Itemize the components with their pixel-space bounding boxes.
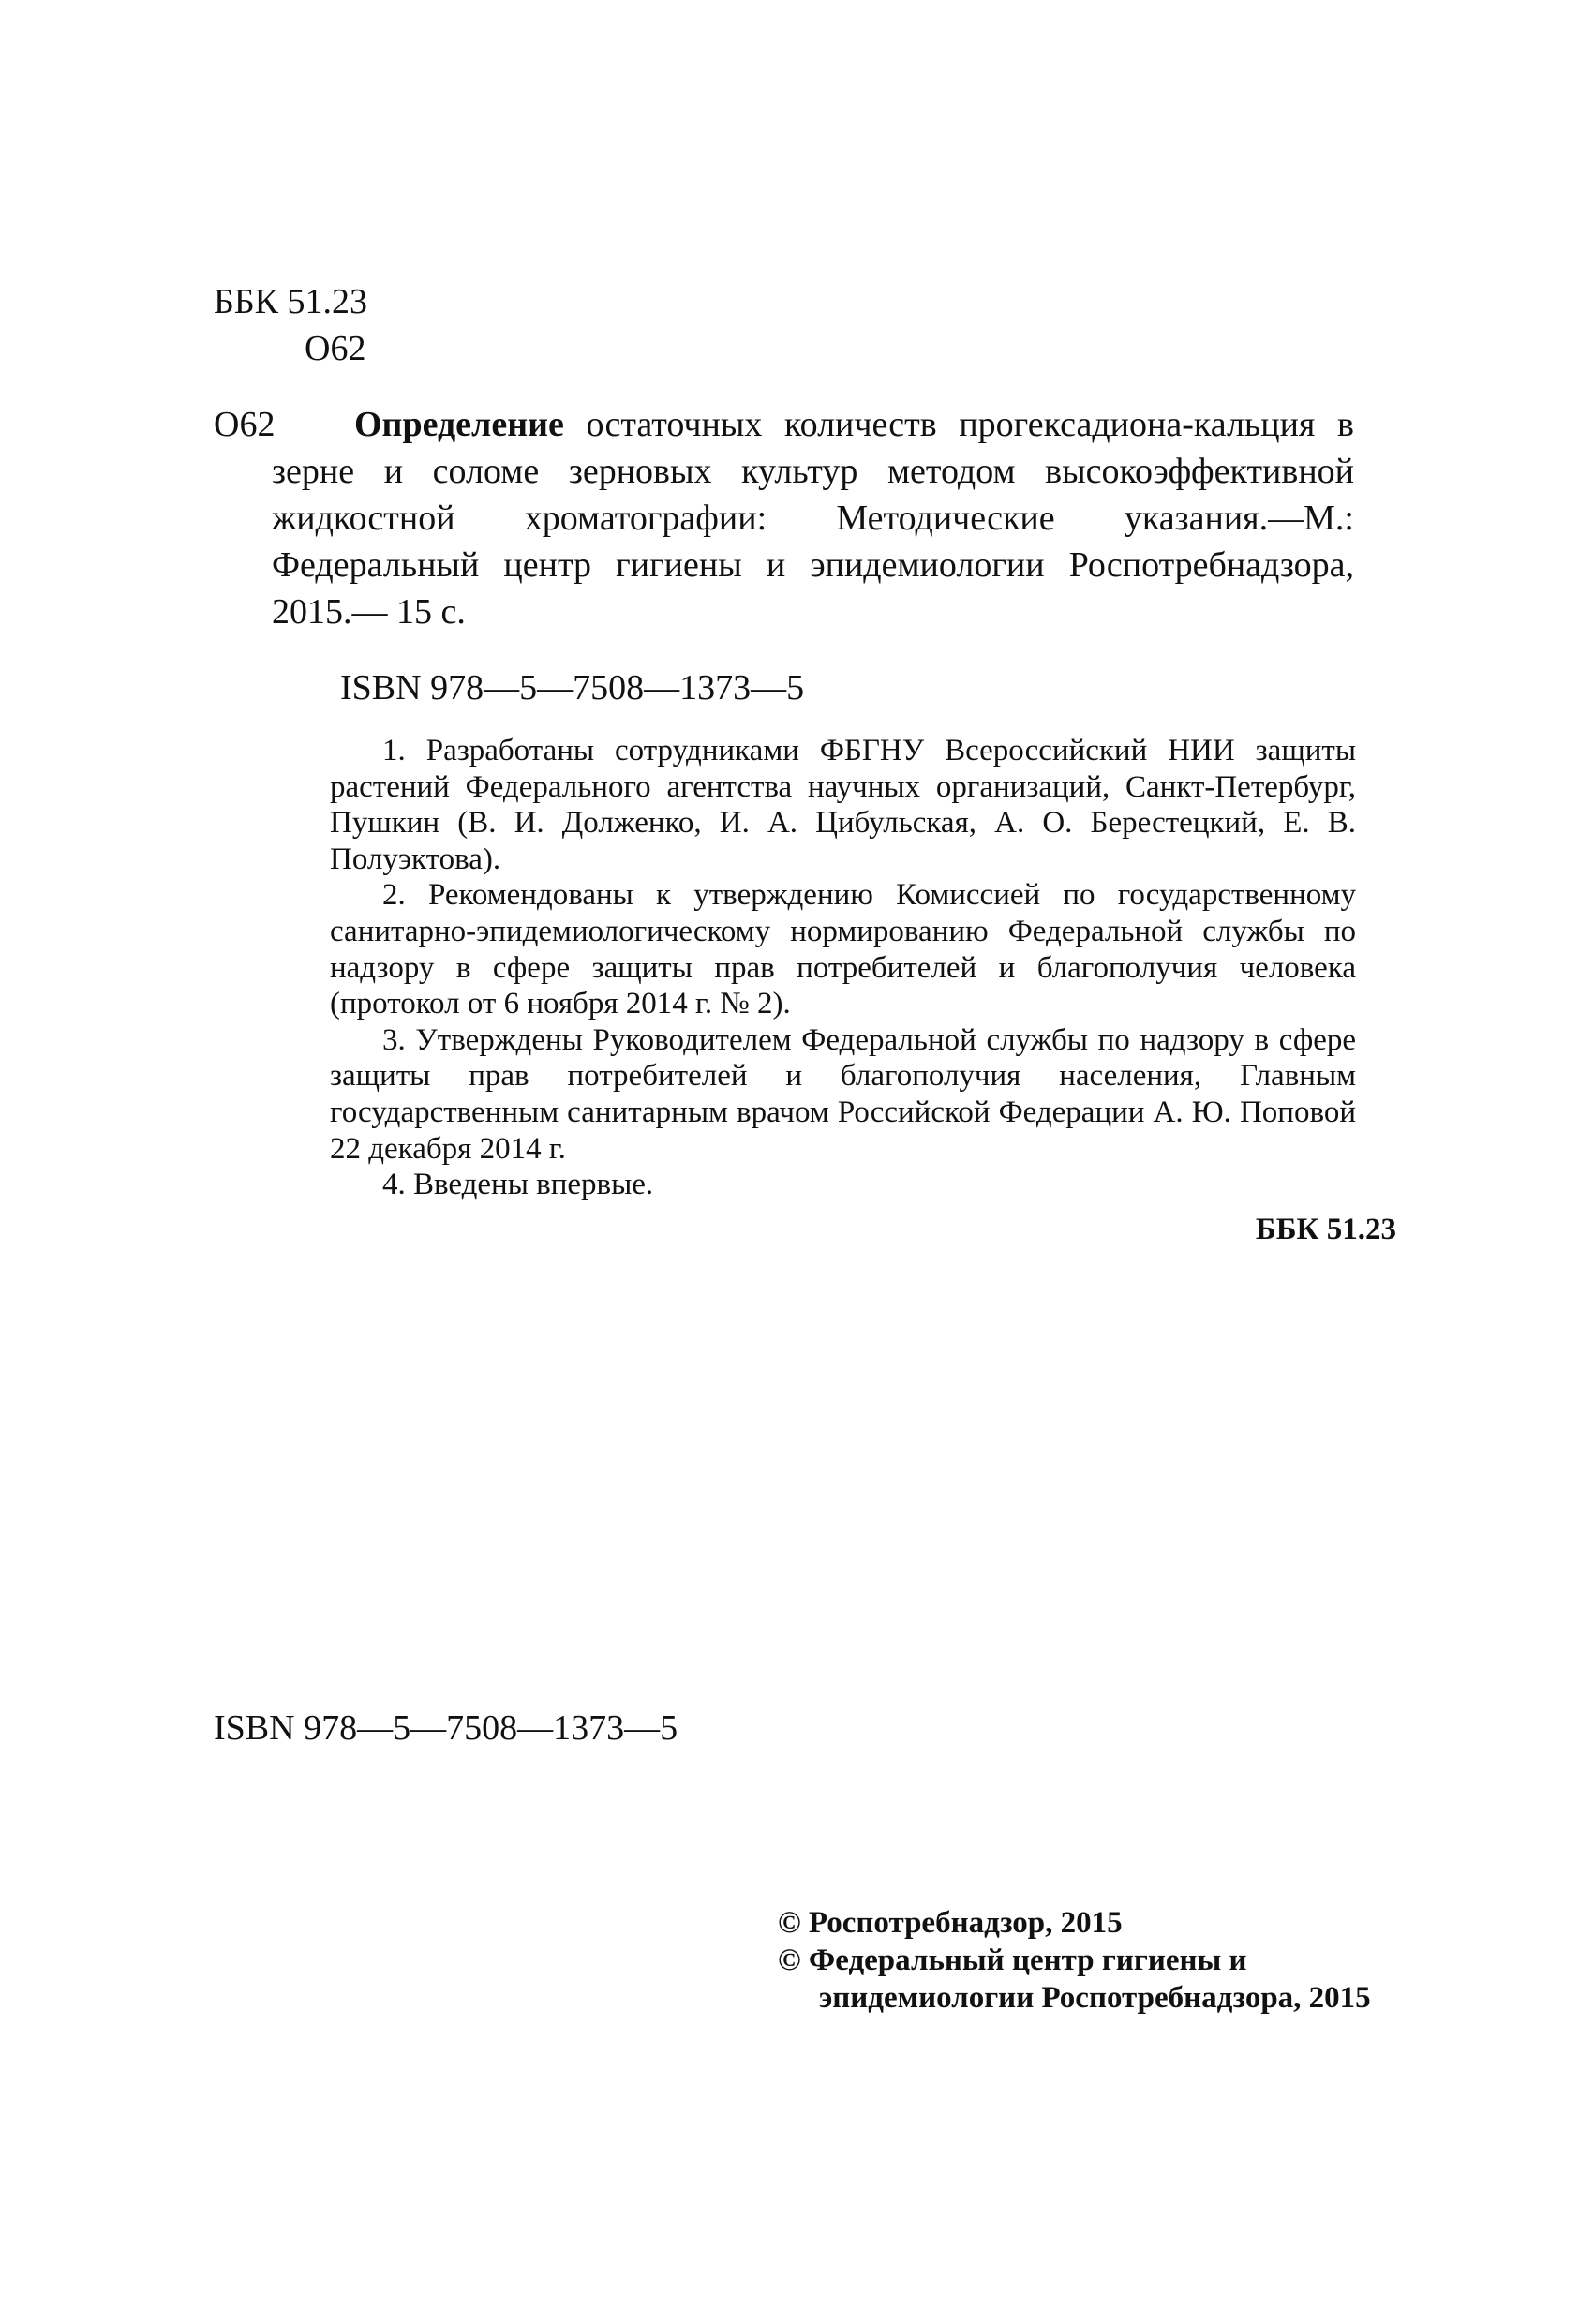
bbk-code-right: ББК 51.23 xyxy=(1255,1213,1396,1246)
notes-list xyxy=(330,733,1356,1203)
isbn-line: ISBN 978—5—7508—1373—5 xyxy=(340,668,805,708)
copyright-line: © Федеральный центр гигиены и xyxy=(778,1944,1247,1977)
bbk-code: ББК 51.23 xyxy=(214,282,367,321)
description-code: О62 xyxy=(214,405,276,444)
note-item: 1. Разработаны сотрудниками ФБГНУ Всероссийский НИИ защиты растений Федерального агентства научных организаций, Санкт-Петербург, Пушкин (В. И. Долженко, И. А. Цибульская, А. О. Берестецкий, Е. В. Полуэктова). xyxy=(330,734,1356,876)
description-text: остаточных количеств прогексадиона-кальция в зерне и соломе зерновых культур методом высокоэффективной жидкостной хроматографии: Методические указания.—М.: Федеральный центр гигиены и эпидемиологии Роспотребнадзора, 2015.— 15 с. xyxy=(272,405,1354,632)
note-item: 4. Введены впервые. xyxy=(382,1168,654,1202)
copyright-line: © Роспотребнадзор, 2015 xyxy=(778,1906,1123,1940)
author-mark: О62 xyxy=(305,329,366,368)
note-item: 3. Утверждены Руководителем Федеральной службы по надзору в сфере защиты прав потребителей и благополучия населения, Главным государственным санитарным врачом Российской Федерации А. Ю. Поповой 22 декабря 2014 г. xyxy=(330,1022,1356,1166)
note-item: 2. Рекомендованы к утверждению Комиссией по государственному санитарно-эпидемиологическому нормированию Федеральной службы по надзору в сфере защиты прав потребителей и благополучия человека (протокол от 6 ноября 2014 г. № 2). xyxy=(330,878,1356,1021)
bibliographic-description xyxy=(272,401,1354,635)
isbn-bottom: ISBN 978—5—7508—1373—5 xyxy=(214,1708,678,1748)
copyright-block xyxy=(778,1904,1371,2017)
copyright-line: эпидемиологии Роспотребнадзора, 2015 xyxy=(819,1981,1371,2015)
description-title: Определение xyxy=(354,405,564,444)
